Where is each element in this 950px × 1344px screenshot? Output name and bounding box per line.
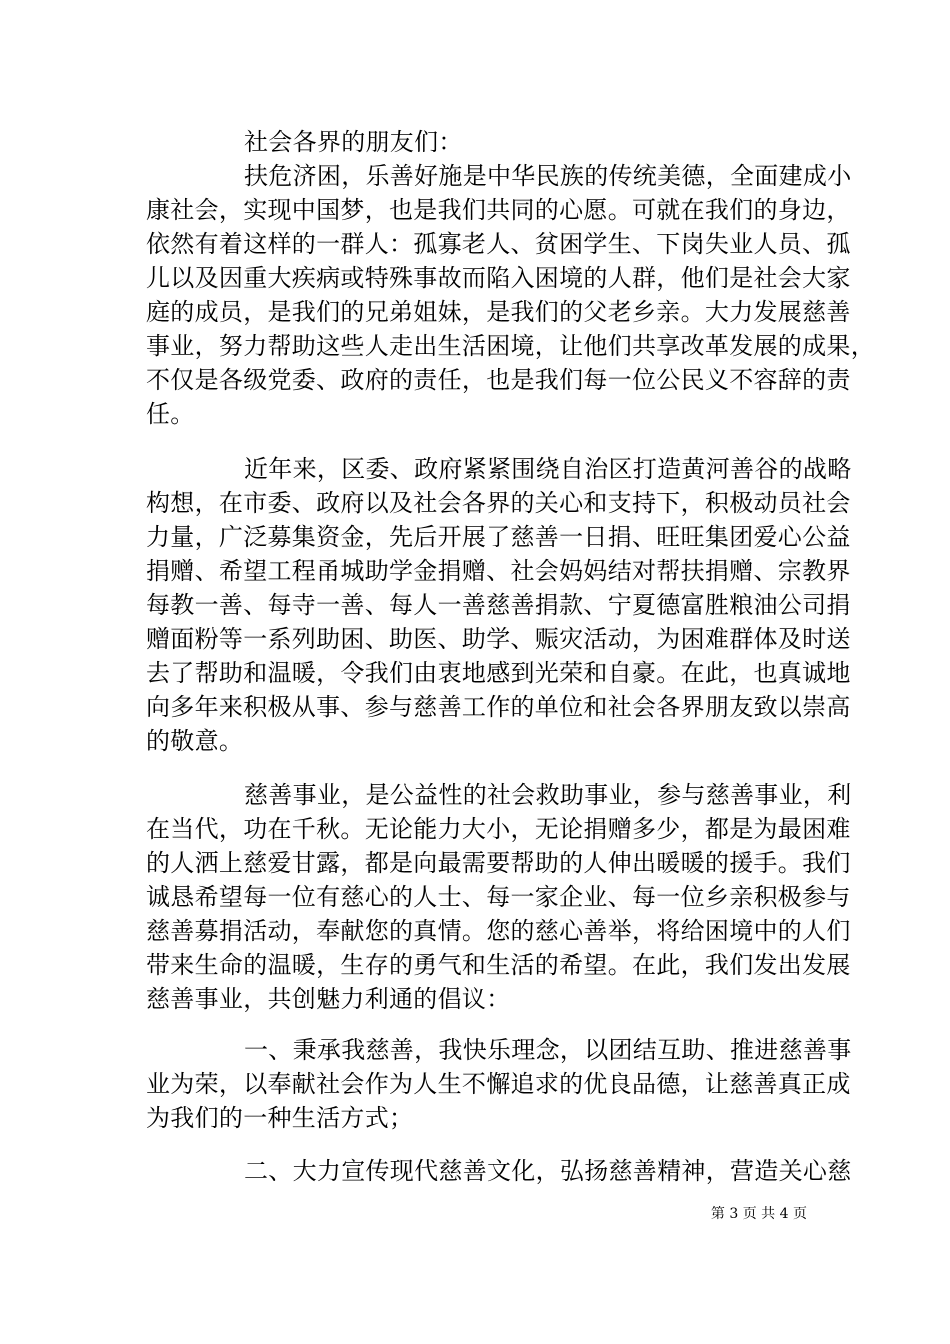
text-line: 慈善事业，是公益性的社会救助事业，参与慈善事业，利 xyxy=(244,781,852,809)
text-line: 每教一善、每寺一善、每人一善慈善捐款、宁夏德富胜粮油公司捐 xyxy=(146,591,851,619)
text-line: 在当代，功在千秋。无论能力大小，无论捐赠多少，都是为最困难 xyxy=(146,815,851,843)
text-line: 庭的成员，是我们的兄弟姐妹，是我们的父老乡亲。大力发展慈善 xyxy=(146,298,851,326)
text-line: 去了帮助和温暖，令我们由衷地感到光荣和自豪。在此，也真诚地 xyxy=(146,659,851,687)
text-line: 业为荣，以奉献社会作为人生不懈追求的优良品德，让慈善真正成 xyxy=(146,1070,851,1098)
text-line: 构想，在市委、政府以及社会各界的关心和支持下，积极动员社会 xyxy=(146,489,851,517)
text-line: 不仅是各级党委、政府的责任，也是我们每一位公民义不容辞的责 xyxy=(146,366,851,394)
text-line: 为我们的一种生活方式； xyxy=(146,1104,414,1132)
text-line: 的敬意。 xyxy=(146,727,244,755)
text-line: 康社会，实现中国梦，也是我们共同的心愿。可就在我们的身边， xyxy=(146,196,851,224)
text-line: 慈善事业，共创魅力利通的倡议： xyxy=(146,985,511,1013)
text-line: 诚恳希望每一位有慈心的人士、每一家企业、每一位乡亲积极参与 xyxy=(146,883,851,911)
text-line: 赠面粉等一系列助困、助医、助学、赈灾活动，为困难群体及时送 xyxy=(146,625,851,653)
text-line: 力量，广泛募集资金，先后开展了慈善一日捐、旺旺集团爱心公益 xyxy=(146,523,851,551)
text-line: 社会各界的朋友们： xyxy=(244,128,463,156)
text-line: 扶危济困，乐善好施是中华民族的传统美德，全面建成小 xyxy=(244,162,852,190)
text-line: 一、秉承我慈善，我快乐理念，以团结互助、推进慈善事 xyxy=(244,1036,852,1064)
text-line: 任。 xyxy=(146,400,195,428)
text-line: 近年来，区委、政府紧紧围绕自治区打造黄河善谷的战略 xyxy=(244,455,852,483)
text-line: 的人洒上慈爱甘露，都是向最需要帮助的人伸出暖暖的援手。我们 xyxy=(146,849,851,877)
text-line: 二、大力宣传现代慈善文化，弘扬慈善精神，营造关心慈 xyxy=(244,1157,852,1185)
text-line: 慈善募捐活动，奉献您的真情。您的慈心善举，将给困境中的人们 xyxy=(146,917,851,945)
text-line: 事业，努力帮助这些人走出生活困境，让他们共享改革发展的成果， xyxy=(146,332,875,360)
text-line: 向多年来积极从事、参与慈善工作的单位和社会各界朋友致以崇高 xyxy=(146,693,851,721)
text-line: 依然有着这样的一群人：孤寡老人、贫困学生、下岗失业人员、孤 xyxy=(146,230,851,258)
text-line: 带来生命的温暖，生存的勇气和生活的希望。在此，我们发出发展 xyxy=(146,951,851,979)
page-number: 第 3 页 共 4 页 xyxy=(710,1206,807,1222)
text-line: 儿以及因重大疾病或特殊事故而陷入困境的人群，他们是社会大家 xyxy=(146,264,851,292)
text-line: 捐赠、希望工程甬城助学金捐赠、社会妈妈结对帮扶捐赠、宗教界 xyxy=(146,557,851,585)
